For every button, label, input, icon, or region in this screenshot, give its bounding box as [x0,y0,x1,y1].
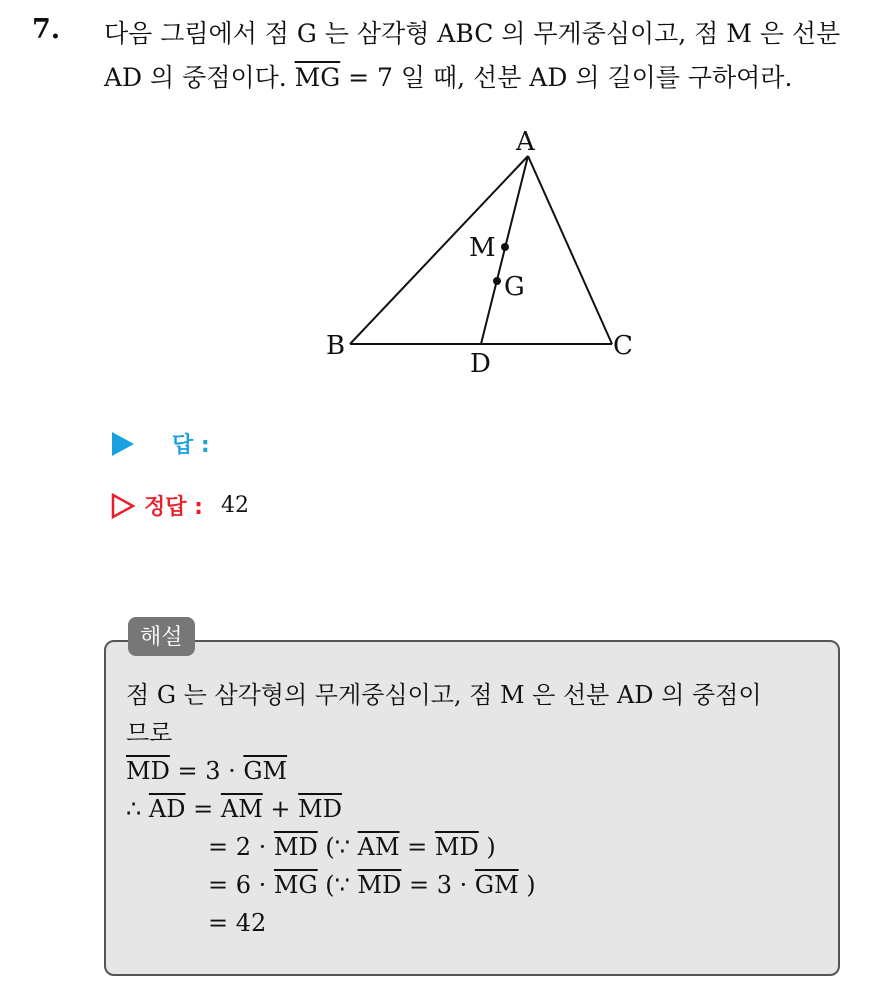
operator: = 3 · [169,757,244,785]
paren-close: ) [478,833,496,861]
side-ac [528,156,612,344]
side-ab [350,156,528,344]
label-d: D [470,349,491,379]
correct-answer-label: 정답 : [144,495,203,520]
question-line-1: 다음 그림에서 점 G 는 삼각형 ABC 의 무게중심이고, 점 M 은 선분 [104,19,841,48]
paren-close: ) [518,871,536,899]
solution-eq-1 [126,752,836,790]
operator: = 2 · [208,833,274,861]
therefore-symbol: ∴ [126,795,149,823]
segment: $\overline{MD}$ [434,833,479,861]
segment: $\overline{AM}$ [357,833,400,861]
point-g [493,277,501,285]
question-line-2-pre: AD 의 중점이다. [104,63,295,92]
correct-answer-value: 42 [220,493,249,518]
solution-eq-2 [126,790,836,828]
operator: = [399,833,435,861]
label-m: M [469,233,496,263]
operator: = [185,795,221,823]
solution-line-2: 므로 [126,719,173,747]
segment: $\overline{GM}$ [474,871,519,899]
solution-line-1: 점 G 는 삼각형의 무게중심이고, 점 M 은 선분 AD 의 중점이 [126,681,762,709]
question-line-2-post: = 7 일 때, 선분 AD 의 길이를 구하여라. [340,63,793,92]
label-c: C [613,331,633,361]
play-triangle-icon [110,430,136,458]
solution-eq-3 [126,828,836,866]
segment: $\overline{GM}$ [243,757,288,785]
operator: = 3 · [401,871,475,899]
segment: $\overline{MD}$ [126,757,170,785]
triangle-figure [300,118,660,380]
segment: $\overline{MD}$ [298,795,342,823]
solution-eq-5: = 42 [208,909,267,937]
label-g: G [504,272,525,302]
question-text [104,12,864,100]
segment: $\overline{MG}$ [273,871,318,899]
question-number: 7. [32,14,61,45]
answer-label: 답 : [172,433,210,458]
label-b: B [326,331,346,361]
question-line-2 [104,56,864,100]
because-symbol: (∵ [317,833,358,861]
solution-text [126,676,836,942]
segment: $\overline{MD}$ [357,871,402,899]
correct-answer-row [110,490,249,521]
solution-badge: 해설 [128,617,195,656]
segment: $\overline{AD}$ [148,795,186,823]
answer-blank-row [110,428,210,459]
segment: $\overline{MD}$ [273,833,318,861]
solution-eq-4 [126,866,836,904]
operator: + [262,795,299,823]
point-m [501,243,509,251]
outline-triangle-icon [110,492,136,520]
label-a: A [516,127,535,157]
segment: $\overline{AM}$ [220,795,263,823]
segment-mg: $\overline{MG}$ [294,63,341,92]
because-symbol: (∵ [317,871,358,899]
operator: = 6 · [208,871,274,899]
